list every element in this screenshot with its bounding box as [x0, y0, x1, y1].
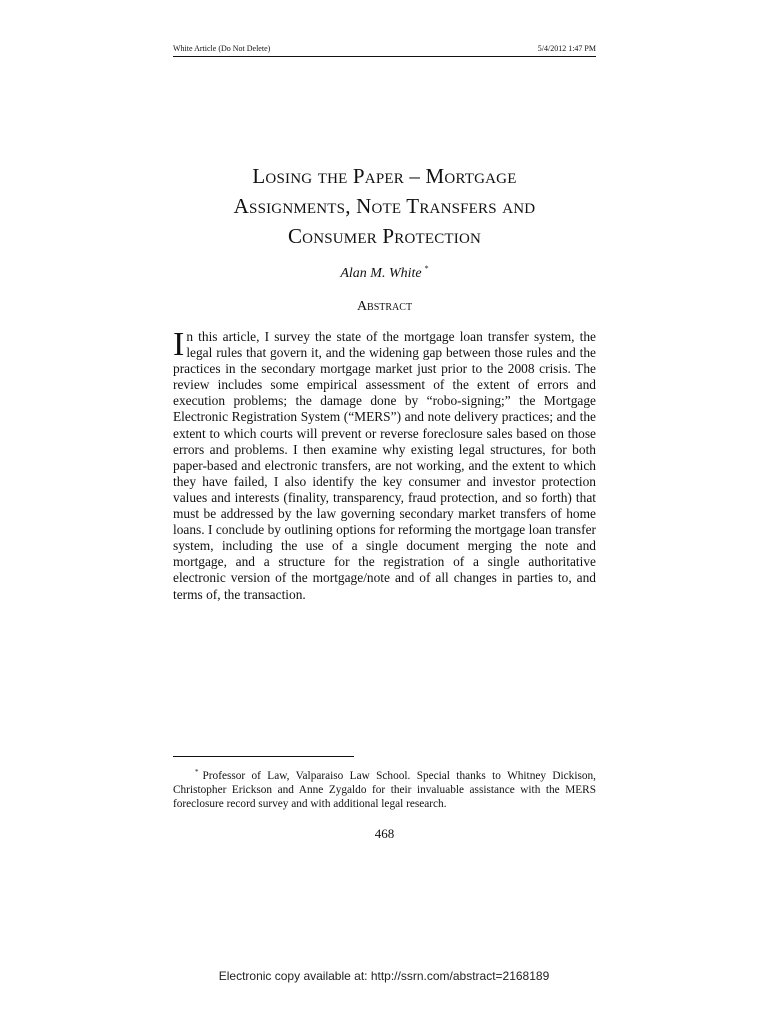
electronic-copy-notice: Electronic copy available at: http://ssrn.com/abstract=2168189	[218, 969, 550, 983]
page-number: 468	[374, 826, 395, 841]
abstract-heading: Abstract	[356, 299, 413, 314]
header-date-text: 5/4/2012 1:47 PM	[537, 44, 596, 53]
abstract-body	[173, 326, 596, 603]
title-line-1: Losing the Paper – Mortgage	[252, 164, 517, 188]
footnote-text: Professor of Law, Valparaiso Law School. Special thanks to Whitney Dickison, Christopher Erickson and Anne Zygaldo for their invaluable assistance with the MERS foreclosure record survey and with additional legal research.	[173, 770, 596, 811]
author-name: Alan M. White	[340, 266, 422, 281]
footnote-divider	[173, 756, 354, 757]
author-footnote-mark: *	[424, 264, 429, 273]
author-line	[173, 264, 596, 282]
title-line-3: Consumer Protection	[287, 224, 482, 248]
footnote-mark: *	[195, 768, 199, 776]
abstract-dropcap: I	[173, 326, 185, 363]
header-left-text: White Article (Do Not Delete)	[173, 44, 271, 53]
abstract-text: n this article, I survey the state of the mortgage loan transfer system, the legal rules that govern it, and the widening gap between those rules and the practices in the secondary mortgage market just prior to the 2008 crisis. The review includes some empirical assessment of the extent of errors and execution problems; the damage done by “robo-signing;” the Mortgage Electronic Registration System (“MERS”) and note delivery practices; and the extent to which courts will prevent or reverse foreclosure sales based on those errors and problems. I then examine why existing legal structures, for both paper-based and electronic transfers, are not working, and the extent to which they have failed, I also identify the key consumer and investor protection values and interests (finality, transparency, fraud protection, and so forth) that must be addressed by the law governing secondary market transfers of home loans. I conclude by outlining options for reforming the mortgage loan transfer system, including the use of a single document merging the note and mortgage, and a structure for the registration of a single authoritative electronic version of the mortgage/note and of all changes in parties to, and terms of, the transaction.	[173, 329, 596, 602]
title-line-2: Assignments, Note Transfers and	[233, 194, 536, 218]
footnote	[173, 765, 596, 812]
running-header	[173, 44, 596, 57]
article-title	[173, 161, 596, 251]
